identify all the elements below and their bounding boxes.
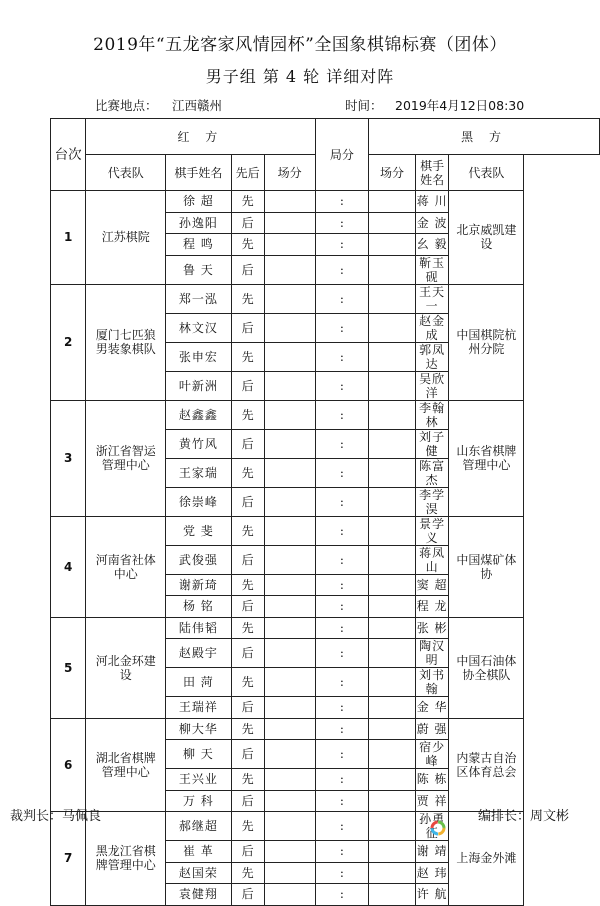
move-order: 后 [231, 790, 264, 812]
move-order: 先 [231, 769, 264, 791]
game-score: : [315, 668, 369, 697]
header-red-match-score: 场分 [264, 155, 315, 191]
black-player-name: 李学淏 [415, 487, 448, 516]
move-order: 后 [231, 884, 264, 906]
game-score: : [315, 234, 369, 256]
red-match-score [264, 812, 315, 841]
red-player-name: 赵国荣 [166, 862, 231, 884]
red-match-score [264, 458, 315, 487]
chief-arranger [478, 805, 569, 824]
black-match-score [369, 255, 416, 284]
black-player-name: 刘书翰 [415, 668, 448, 697]
red-team-name: 湖北省棋牌管理中心 [86, 718, 166, 812]
header-game-score: 局分 [315, 119, 369, 191]
game-score: : [315, 487, 369, 516]
move-order: 后 [231, 313, 264, 342]
red-match-score [264, 718, 315, 740]
move-order: 后 [231, 639, 264, 668]
black-match-score [369, 429, 416, 458]
red-player-name: 赵殿宇 [166, 639, 231, 668]
black-player-name: 靳玉砚 [415, 255, 448, 284]
red-match-score [264, 400, 315, 429]
game-score: : [315, 790, 369, 812]
red-match-score [264, 862, 315, 884]
black-player-name: 刘子健 [415, 429, 448, 458]
red-team-name: 江苏棋院 [86, 191, 166, 285]
red-match-score [264, 516, 315, 545]
table-row [51, 718, 600, 740]
game-score: : [315, 313, 369, 342]
red-player-name: 黄竹风 [166, 429, 231, 458]
black-match-score [369, 884, 416, 906]
header-red-player: 棋手姓名 [166, 155, 231, 191]
black-match-score [369, 284, 416, 313]
red-match-score [264, 313, 315, 342]
game-score: : [315, 429, 369, 458]
game-score: : [315, 697, 369, 719]
black-team-name: 内蒙古自治区体育总会 [449, 718, 524, 812]
board-number: 7 [51, 812, 86, 906]
move-order: 后 [231, 841, 264, 863]
table-row [51, 400, 600, 429]
time-label: 时间： [345, 98, 383, 113]
red-player-name: 郑一泓 [166, 284, 231, 313]
page-subtitle: 男子组 第 4 轮 详细对阵 [205, 67, 395, 86]
header-order: 先后 [231, 155, 264, 191]
red-match-score [264, 617, 315, 639]
red-match-score [264, 790, 315, 812]
header-black-side: 黑 方 [369, 119, 600, 155]
red-player-name: 赵鑫鑫 [166, 400, 231, 429]
header-red-side: 红 方 [86, 119, 315, 155]
game-score: : [315, 718, 369, 740]
black-player-name: 陶汉明 [415, 639, 448, 668]
move-order: 先 [231, 574, 264, 596]
move-order: 先 [231, 284, 264, 313]
game-score: : [315, 862, 369, 884]
game-score: : [315, 255, 369, 284]
move-order: 先 [231, 617, 264, 639]
move-order: 先 [231, 458, 264, 487]
black-match-score [369, 862, 416, 884]
board-number: 6 [51, 718, 86, 812]
black-player-name: 张 彬 [415, 617, 448, 639]
red-match-score [264, 841, 315, 863]
board-number: 2 [51, 284, 86, 400]
black-player-name: 程 龙 [415, 596, 448, 618]
red-match-score [264, 574, 315, 596]
red-match-score [264, 545, 315, 574]
red-match-score [264, 740, 315, 769]
red-match-score [264, 884, 315, 906]
black-match-score [369, 574, 416, 596]
red-player-name: 万 科 [166, 790, 231, 812]
red-player-name: 田 菏 [166, 668, 231, 697]
black-player-name: 赵金成 [415, 313, 448, 342]
red-team-name: 河北金环建设 [86, 617, 166, 718]
black-match-score [369, 718, 416, 740]
move-order: 先 [231, 191, 264, 213]
header-black-team: 代表队 [449, 155, 524, 191]
game-score: : [315, 884, 369, 906]
red-match-score [264, 212, 315, 234]
red-player-name: 林文汉 [166, 313, 231, 342]
venue-value: 江西赣州 [172, 98, 223, 113]
game-score: : [315, 400, 369, 429]
black-match-score [369, 668, 416, 697]
move-order: 先 [231, 668, 264, 697]
game-score: : [315, 284, 369, 313]
move-order: 后 [231, 740, 264, 769]
move-order: 先 [231, 516, 264, 545]
black-match-score [369, 487, 416, 516]
board-number: 3 [51, 400, 86, 516]
red-player-name: 陆伟韬 [166, 617, 231, 639]
red-player-name: 程 鸣 [166, 234, 231, 256]
black-match-score [369, 516, 416, 545]
black-match-score [369, 639, 416, 668]
red-match-score [264, 255, 315, 284]
black-match-score [369, 812, 416, 841]
move-order: 后 [231, 212, 264, 234]
red-match-score [264, 596, 315, 618]
game-score: : [315, 342, 369, 371]
black-team-name: 中国棋院杭州分院 [449, 284, 524, 400]
red-match-score [264, 342, 315, 371]
move-order: 后 [231, 429, 264, 458]
chief-referee-label: 裁判长： [10, 809, 63, 824]
move-order: 先 [231, 812, 264, 841]
board-number: 5 [51, 617, 86, 718]
game-score: : [315, 769, 369, 791]
header-black-match-score: 场分 [369, 155, 416, 191]
black-player-name: 吴欣洋 [415, 371, 448, 400]
red-match-score [264, 697, 315, 719]
game-score: : [315, 740, 369, 769]
red-player-name: 谢新琦 [166, 574, 231, 596]
black-player-name: 赵 玮 [415, 862, 448, 884]
red-match-score [264, 668, 315, 697]
black-player-name: 宿少峰 [415, 740, 448, 769]
red-match-score [264, 769, 315, 791]
red-team-name: 厦门七匹狼男装象棋队 [86, 284, 166, 400]
black-player-name: 贾 祥 [415, 790, 448, 812]
black-match-score [369, 371, 416, 400]
black-player-name: 郭凤达 [415, 342, 448, 371]
chief-arranger-label: 编排长： [478, 809, 531, 824]
black-player-name: 陈 栋 [415, 769, 448, 791]
red-player-name: 徐崇峰 [166, 487, 231, 516]
time-value: 2019年4月12日08:30 [395, 98, 525, 113]
move-order: 后 [231, 255, 264, 284]
black-match-score [369, 617, 416, 639]
red-player-name: 郝继超 [166, 812, 231, 841]
red-player-name: 王家瑞 [166, 458, 231, 487]
game-score: : [315, 639, 369, 668]
move-order: 先 [231, 234, 264, 256]
black-player-name: 谢 靖 [415, 841, 448, 863]
black-team-name: 中国煤矿体协 [449, 516, 524, 617]
game-score: : [315, 191, 369, 213]
game-score: : [315, 617, 369, 639]
venue-label: 比赛地点： [95, 98, 158, 113]
black-player-name: 金 波 [415, 212, 448, 234]
game-score: : [315, 841, 369, 863]
header-black-player: 棋手姓名 [415, 155, 448, 191]
black-player-name: 李翰林 [415, 400, 448, 429]
red-player-name: 孙逸阳 [166, 212, 231, 234]
red-match-score [264, 284, 315, 313]
black-match-score [369, 234, 416, 256]
red-player-name: 叶新洲 [166, 371, 231, 400]
black-team-name: 中国石油体协全棋队 [449, 617, 524, 718]
chief-arranger-name: 周文彬 [530, 809, 570, 824]
game-score: : [315, 545, 369, 574]
red-player-name: 柳 天 [166, 740, 231, 769]
pairing-table [50, 118, 600, 906]
game-score: : [315, 212, 369, 234]
red-player-name: 武俊强 [166, 545, 231, 574]
move-order: 后 [231, 697, 264, 719]
red-team-name: 浙江省智运管理中心 [86, 400, 166, 516]
black-player-name: 陈富杰 [415, 458, 448, 487]
red-match-score [264, 234, 315, 256]
move-order: 后 [231, 596, 264, 618]
move-order: 先 [231, 862, 264, 884]
move-order: 后 [231, 487, 264, 516]
red-player-name: 崔 革 [166, 841, 231, 863]
black-match-score [369, 790, 416, 812]
game-score: : [315, 596, 369, 618]
game-score: : [315, 574, 369, 596]
header-red-team: 代表队 [86, 155, 166, 191]
game-score: : [315, 812, 369, 841]
black-match-score [369, 212, 416, 234]
chief-referee [10, 805, 101, 824]
game-score: : [315, 516, 369, 545]
header-board: 台次 [51, 119, 86, 191]
red-match-score [264, 429, 315, 458]
black-match-score [369, 769, 416, 791]
black-player-name: 蒋 川 [415, 191, 448, 213]
game-score: : [315, 371, 369, 400]
red-player-name: 徐 超 [166, 191, 231, 213]
table-row [51, 516, 600, 545]
black-team-name: 上海金外滩 [449, 812, 524, 906]
black-player-name: 金 华 [415, 697, 448, 719]
black-match-score [369, 841, 416, 863]
red-team-name: 黑龙江省棋牌管理中心 [86, 812, 166, 906]
red-player-name: 王瑞祥 [166, 697, 231, 719]
black-team-name: 山东省棋牌管理中心 [449, 400, 524, 516]
chief-referee-name: 马佩良 [62, 809, 102, 824]
black-match-score [369, 458, 416, 487]
black-player-name: 王天一 [415, 284, 448, 313]
black-player-name: 窦 超 [415, 574, 448, 596]
black-player-name: 蔚 强 [415, 718, 448, 740]
move-order: 先 [231, 718, 264, 740]
black-match-score [369, 342, 416, 371]
black-match-score [369, 313, 416, 342]
black-player-name: 幺 毅 [415, 234, 448, 256]
move-order: 先 [231, 342, 264, 371]
red-player-name: 袁健翔 [166, 884, 231, 906]
black-match-score [369, 596, 416, 618]
table-row [51, 617, 600, 639]
colorful-ring-logo-icon [430, 820, 446, 836]
red-match-score [264, 639, 315, 668]
black-player-name: 许 航 [415, 884, 448, 906]
black-match-score [369, 191, 416, 213]
move-order: 先 [231, 400, 264, 429]
black-player-name: 孙勇征 [415, 812, 448, 841]
red-player-name: 王兴业 [166, 769, 231, 791]
black-match-score [369, 697, 416, 719]
red-player-name: 柳大华 [166, 718, 231, 740]
black-player-name: 蒋凤山 [415, 545, 448, 574]
black-team-name: 北京威凯建设 [449, 191, 524, 285]
table-row [51, 191, 600, 213]
table-row [51, 284, 600, 313]
move-order: 后 [231, 545, 264, 574]
red-team-name: 河南省社体中心 [86, 516, 166, 617]
game-score: : [315, 458, 369, 487]
red-player-name: 鲁 天 [166, 255, 231, 284]
red-match-score [264, 487, 315, 516]
page-title: 2019年“五龙客家风情园杯”全国象棋锦标赛（团体） [93, 35, 507, 55]
red-match-score [264, 371, 315, 400]
red-player-name: 张申宏 [166, 342, 231, 371]
board-number: 1 [51, 191, 86, 285]
black-match-score [369, 545, 416, 574]
move-order: 后 [231, 371, 264, 400]
black-match-score [369, 400, 416, 429]
red-player-name: 杨 铭 [166, 596, 231, 618]
black-match-score [369, 740, 416, 769]
red-player-name: 党 斐 [166, 516, 231, 545]
black-player-name: 景学义 [415, 516, 448, 545]
board-number: 4 [51, 516, 86, 617]
red-match-score [264, 191, 315, 213]
